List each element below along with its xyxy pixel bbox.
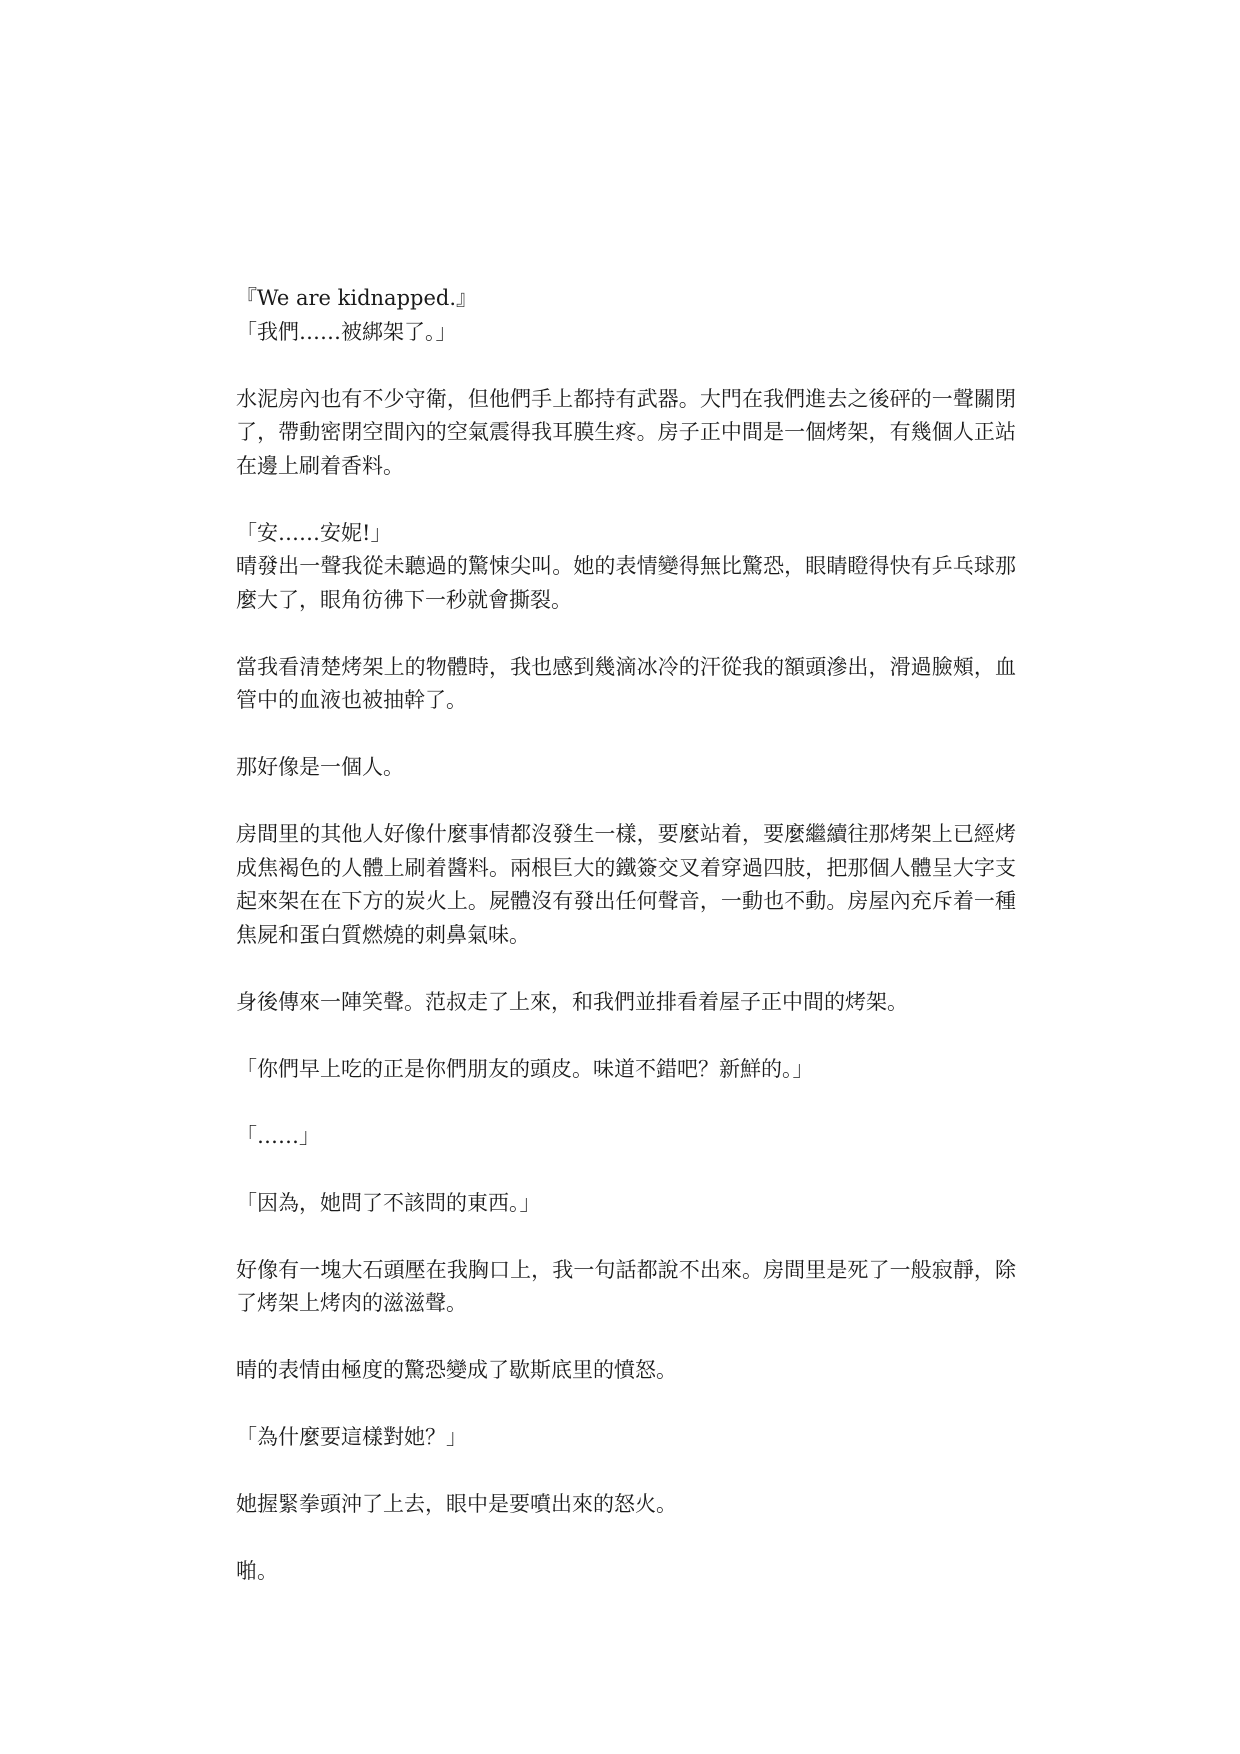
paragraph: 「安……安妮!」 — [236, 520, 392, 545]
paragraph: 當我看清楚烤架上的物體時，我也感到幾滴冰冷的汗從我的額頭滲出，滑過臉頰，血管中的血液也被抽幹了。 — [236, 654, 1016, 712]
paragraph: 「……」 — [236, 1123, 320, 1148]
paragraph: 好像有一塊大石頭壓在我胸口上，我一句話都說不出來。房間里是死了一般寂靜，除了烤架上烤肉的滋滋聲。 — [236, 1257, 1016, 1315]
paragraph: 「因為，她問了不該問的東西。」 — [236, 1190, 541, 1215]
paragraph: 啪。 — [236, 1559, 278, 1583]
paragraph: 「我們……被綁架了。」 — [236, 319, 457, 344]
paragraph: 『We are kidnapped.』 — [236, 286, 477, 310]
paragraph: 她握緊拳頭沖了上去，眼中是要噴出來的怒火。 — [236, 1492, 677, 1516]
paragraph: 晴發出一聲我從未聽過的驚悚尖叫。她的表情變得無比驚恐，眼睛瞪得快有乒乓球那麼大了，眼角彷彿下一秒就會撕裂。 — [236, 554, 1016, 612]
paragraph: 晴的表情由極度的驚恐變成了歇斯底里的憤怒。 — [236, 1358, 677, 1382]
paragraph: 身後傳來一陣笑聲。范叔走了上來，和我們並排看着屋子正中間的烤架。 — [236, 989, 908, 1014]
paragraph: 水泥房內也有不少守衛，但他們手上都持有武器。大門在我們進去之後砰的一聲關閉了，帶動密閉空間內的空氣震得我耳膜生疼。房子正中間是一個烤架，有幾個人正站在邊上刷着香料。 — [236, 386, 1016, 478]
paragraph: 「你們早上吃的正是你們朋友的頭皮。味道不錯吧？新鮮的。」 — [236, 1056, 814, 1081]
paragraph: 「為什麼要這樣對她？」 — [236, 1425, 467, 1449]
paragraph: 房間里的其他人好像什麼事情都沒發生一樣，要麼站着，要麼繼續往那烤架上已經烤成焦褐色的人體上刷着醬料。兩根巨大的鐵簽交叉着穿過四肢，把那個人體呈大字支起來架在在下方的炭火上。屍體沒有發出任何聲音，一動也不動。房屋內充斥着一種焦屍和蛋白質燃燒的刺鼻氣味。 — [236, 822, 1016, 947]
paragraph: 那好像是一個人。 — [236, 755, 404, 779]
document-body — [236, 282, 1016, 1589]
